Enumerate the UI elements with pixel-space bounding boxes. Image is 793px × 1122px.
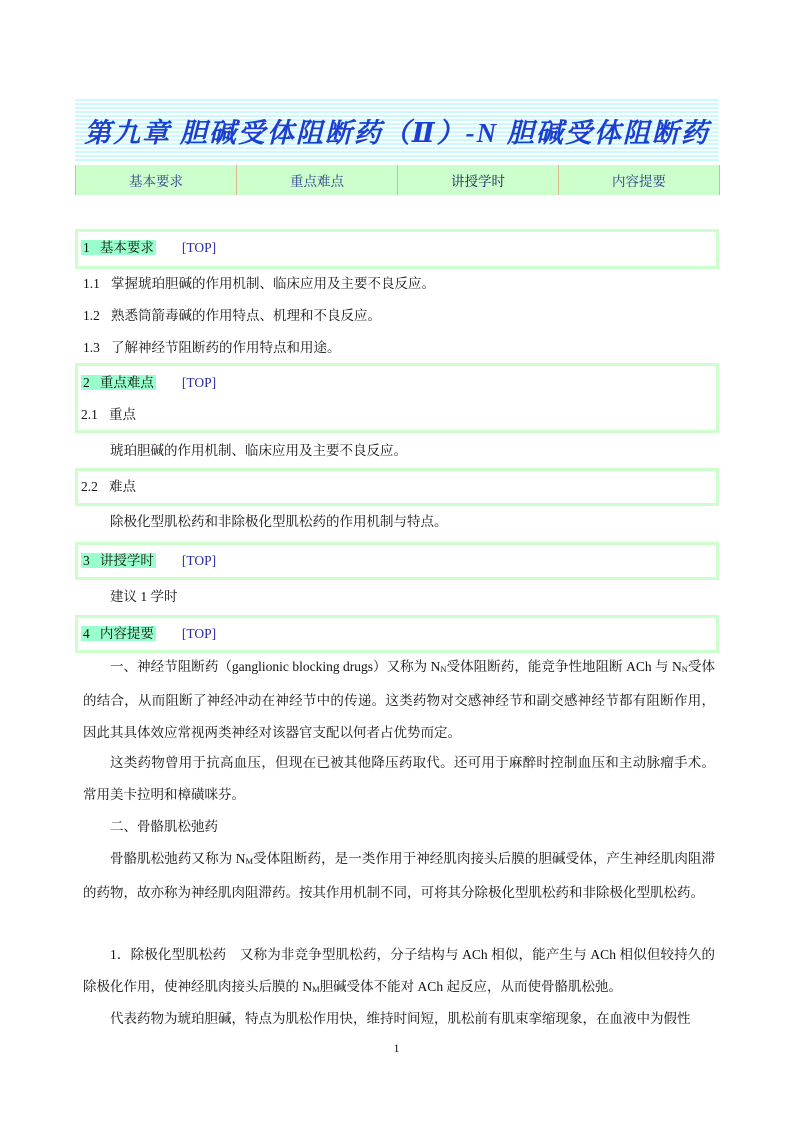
subsection-number: 2.2 — [81, 479, 98, 494]
section-title: 讲授学时 — [99, 553, 154, 568]
text: 骨骼肌松弛药又称为 N — [110, 851, 246, 866]
subscript: N — [681, 664, 688, 674]
section-4-heading — [81, 624, 216, 644]
text: 一、神经节阻断药（ganglionic blocking drugs）又称为 N — [110, 659, 441, 674]
section-nav — [75, 165, 720, 195]
item-number: 1.1 — [83, 276, 100, 291]
section-number: 3 — [83, 553, 90, 568]
list-item — [83, 274, 435, 294]
list-item — [83, 338, 341, 358]
section-3-heading — [81, 551, 216, 571]
nav-basic-requirements[interactable]: 基本要求 — [76, 165, 237, 195]
top-link[interactable]: [TOP] — [181, 626, 217, 641]
paragraph — [83, 651, 715, 749]
paragraph: 这类药物曾用于抗高血压，但现在已被其他降压药取代。还可用于麻醉时控制血压和主动脉瘤手术。常用美卡拉明和樟磺咪芬。 — [83, 755, 715, 802]
nav-content-summary[interactable]: 内容提要 — [559, 165, 720, 195]
list-item — [83, 306, 381, 326]
section-number: 4 — [83, 626, 90, 641]
section-2-heading — [81, 373, 216, 393]
paragraph — [83, 939, 715, 1005]
nav-key-points[interactable]: 重点难点 — [237, 165, 398, 195]
subsection-title: 难点 — [109, 479, 136, 494]
section-title: 内容提要 — [99, 626, 154, 641]
title-banner — [75, 99, 719, 161]
subscript: M — [312, 984, 320, 994]
top-link[interactable]: [TOP] — [181, 375, 217, 390]
subsection-heading — [81, 405, 136, 425]
subsection-number: 2.1 — [81, 407, 98, 422]
text: 1．除极化型肌松药 又称为非竞争型肌松药，分子结构与 ACh 相似，能产生与 ACh 相似但较持久的除极化作用，使神经肌肉接头后膜的 N — [83, 947, 715, 994]
text: 受体阻断药，是一类作用于神经肌肉接头后膜的胆碱受体，产生神经肌肉阻滞的药物，故亦称为神经肌肉阻滞药。按其作用机制不同，可将其分除极化型肌松药和非除极化型肌松药。 — [83, 851, 716, 900]
page-number: 1 — [393, 1041, 400, 1055]
body-text: 除极化型肌松药和非除极化型肌松药的作用机制与特点。 — [110, 514, 448, 529]
text: 受体的结合，从而阻断了神经冲动在神经节中的传递。这类药物对交感神经节和副交感神经节都有阻断作用，因此其具体效应常视两类神经对该器官支配以何者占优势而定。 — [83, 659, 715, 740]
section-number: 2 — [83, 375, 90, 390]
section-number: 1 — [83, 240, 90, 255]
item-text: 掌握琥珀胆碱的作用机制、临床应用及主要不良反应。 — [111, 276, 435, 291]
chapter-title: 第九章 胆碱受体阻断药（Ⅱ）-N 胆碱受体阻断药 — [84, 117, 710, 148]
subsection-title: 重点 — [109, 407, 136, 422]
body-text: 建议 1 学时 — [110, 589, 178, 604]
section-1-heading — [81, 238, 216, 258]
subscript: M — [245, 856, 254, 866]
paragraph — [83, 843, 715, 909]
top-link[interactable]: [TOP] — [181, 553, 217, 568]
item-text: 了解神经节阻断药的作用特点和用途。 — [111, 340, 341, 355]
subsection-2-2-box — [75, 468, 719, 506]
subscript: N — [440, 664, 447, 674]
nav-teaching-hours[interactable]: 讲授学时 — [398, 165, 559, 195]
text: 胆碱受体不能对 ACh 起反应，从而使骨骼肌松弛。 — [319, 979, 622, 994]
item-number: 1.3 — [83, 340, 100, 355]
paragraph: 代表药物为琥珀胆碱，特点为肌松作用快，维持时间短，肌松前有肌束挛缩现象，在血液中为假性 — [110, 1011, 691, 1026]
item-text: 熟悉筒箭毒碱的作用特点、机理和不良反应。 — [111, 308, 381, 323]
section-title: 基本要求 — [99, 240, 154, 255]
subsection-heading — [81, 477, 136, 497]
text: 受体阻断药，能竞争性地阻断 ACh 与 N — [446, 659, 682, 674]
item-number: 1.2 — [83, 308, 100, 323]
top-link[interactable]: [TOP] — [181, 240, 217, 255]
paragraph-heading: 二、骨骼肌松弛药 — [110, 819, 218, 834]
section-title: 重点难点 — [99, 375, 154, 390]
body-text: 琥珀胆碱的作用机制、临床应用及主要不良反应。 — [110, 443, 407, 458]
